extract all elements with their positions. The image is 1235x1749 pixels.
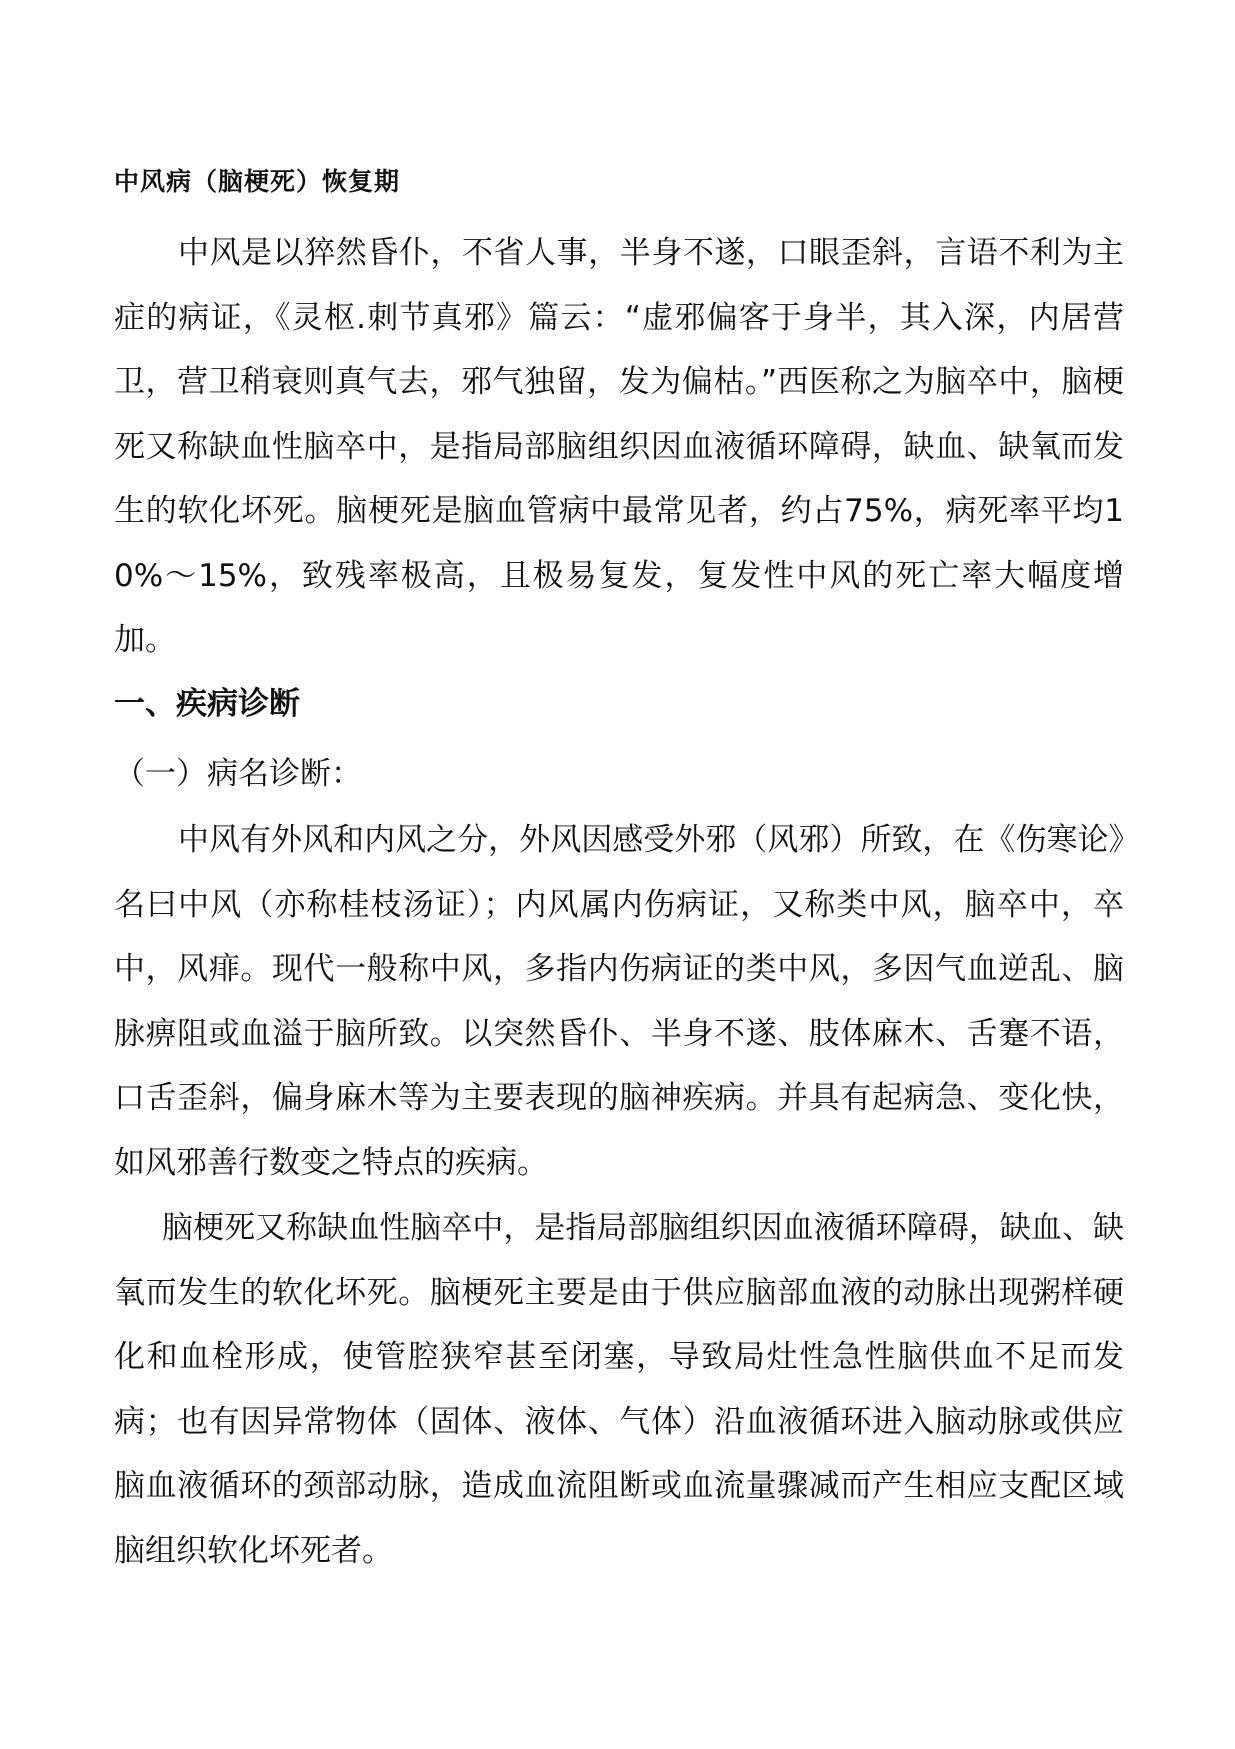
stroke-definition-paragraph: 中风有外风和内风之分，外风因感受外邪（风邪）所致，在《伤寒论》名曰中风（亦称桂枝汤证）；内风属内伤病证，又称类中风，脑卒中，卒中，风痱。现代一般称中风，多指内伤病证的类中风，多因气血逆乱、脑脉痹阻或血溢于脑所致。以突然昏仆、半身不遂、肢体麻木、舌蹇不语，口舌歪斜，偏身麻木等为主要表现的脑神疾病。并具有起病急、变化快，如风邪善行数变之特点的疾病。 — [114, 822, 1124, 1181]
document-title: 中风病（脑梗死）恢复期 — [114, 167, 401, 196]
subsection-heading-disease-name-diagnosis: （一）病名诊断： — [114, 756, 362, 792]
cerebral-infarction-paragraph: 脑梗死又称缺血性脑卒中，是指局部脑组织因血液循环障碍，缺血、缺氧而发生的软化坏死。脑梗死主要是由于供应脑部血液的动脉出现粥样硬化和血栓形成，使管腔狭窄甚至闭塞，导致局灶性急性脑供血不足而发病；也有因异常物体（固体、液体、气体）沿血液循环进入脑动脉或供应脑血液循环的颈部动脉，造成血流阻断或血流量骤减而产生相应支配区域脑组织软化坏死者。 — [114, 1210, 1124, 1569]
intro-paragraph: 中风是以猝然昏仆，不省人事，半身不遂，口眼歪斜，言语不利为主症的病证，《灵枢.刺节真邪》篇云：“虚邪偏客于身半，其入深，内居营卫，营卫稍衰则真气去，邪气独留，发为偏枯。”西医称之为脑卒中，脑梗死又称缺血性脑卒中，是指局部脑组织因血液循环障碍，缺血、缺氧而发生的软化坏死。脑梗死是脑血管病中最常见者，约占75%，病死率平均10%～15%，致残率极高，且极易复发，复发性中风的死亡率大幅度增加。 — [114, 235, 1124, 658]
section-heading-disease-diagnosis: 一、疾病诊断 — [114, 686, 300, 722]
